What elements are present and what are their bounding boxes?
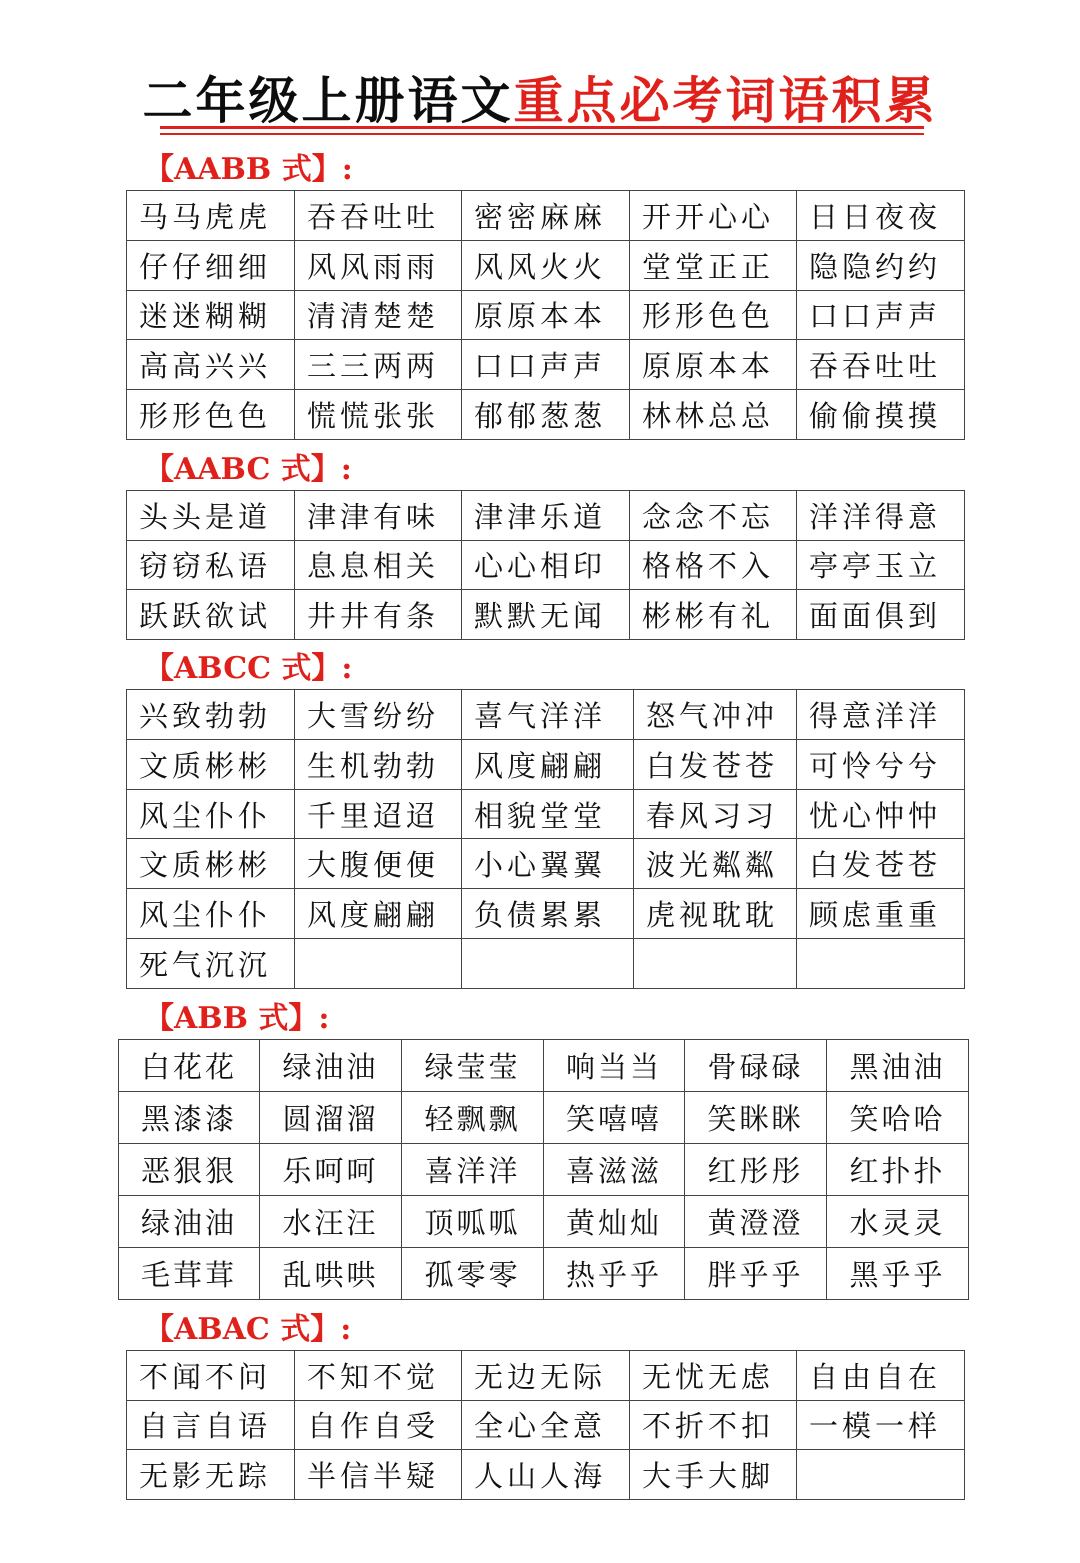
table-row (127, 1450, 965, 1500)
word-cell: 吞吞吐吐 (295, 191, 462, 241)
word-cell: 水灵灵 (827, 1196, 969, 1248)
title-part-red: 重点必考词语积累 (513, 71, 938, 130)
word-cell: 慌慌张张 (295, 390, 462, 440)
word-cell: 面面俱到 (797, 590, 965, 640)
word-cell: 念念不忘 (630, 491, 797, 541)
word-cell: 千里迢迢 (295, 789, 462, 839)
word-cell: 偷偷摸摸 (797, 390, 965, 440)
word-cell: 息息相关 (295, 540, 462, 590)
word-cell: 一模一样 (797, 1400, 965, 1450)
section-heading-aabb: 【AABB 式】: (144, 152, 353, 187)
word-cell: 文质彬彬 (127, 839, 295, 889)
table-row (119, 1092, 969, 1144)
word-cell: 无影无踪 (127, 1450, 295, 1500)
word-cell: 毛茸茸 (119, 1248, 260, 1300)
word-cell: 怒气冲冲 (634, 690, 797, 740)
section-heading-aabc: 【AABC 式】: (144, 452, 352, 487)
table-row (127, 1351, 965, 1401)
table-row (119, 1248, 969, 1300)
table-row (127, 240, 965, 290)
word-cell: 马马虎虎 (127, 191, 295, 241)
word-cell: 喜气洋洋 (462, 690, 634, 740)
word-cell: 头头是道 (127, 491, 295, 541)
table-row (119, 1040, 969, 1092)
word-cell: 大雪纷纷 (295, 690, 462, 740)
word-cell: 不闻不问 (127, 1351, 295, 1401)
word-cell: 开开心心 (630, 191, 797, 241)
word-cell: 轻飘飘 (402, 1092, 544, 1144)
word-cell (797, 939, 965, 989)
word-cell: 孤零零 (402, 1248, 544, 1300)
word-cell: 不折不扣 (630, 1400, 797, 1450)
page-title (0, 68, 1080, 134)
table-row (127, 690, 965, 740)
word-cell: 风度翩翩 (462, 739, 634, 789)
word-cell: 津津乐道 (462, 491, 630, 541)
word-cell: 密密麻麻 (462, 191, 630, 241)
table-row (127, 939, 965, 989)
word-cell (634, 939, 797, 989)
word-cell: 郁郁葱葱 (462, 390, 630, 440)
word-cell: 自由自在 (797, 1351, 965, 1401)
word-cell: 负债累累 (462, 889, 634, 939)
word-cell: 黑油油 (827, 1040, 969, 1092)
word-cell: 心心相印 (462, 540, 630, 590)
word-cell: 无边无际 (462, 1351, 630, 1401)
word-cell: 绿莹莹 (402, 1040, 544, 1092)
table-row (127, 789, 965, 839)
word-cell: 大手大脚 (630, 1450, 797, 1500)
word-cell: 黑漆漆 (119, 1092, 260, 1144)
word-cell: 可怜兮兮 (797, 739, 965, 789)
word-cell: 忧心忡忡 (797, 789, 965, 839)
word-cell: 黑乎乎 (827, 1248, 969, 1300)
word-cell: 虎视耽耽 (634, 889, 797, 939)
table-row (127, 540, 965, 590)
word-cell: 恶狠狠 (119, 1144, 260, 1196)
table-row (127, 390, 965, 440)
word-cell: 彬彬有礼 (630, 590, 797, 640)
table-row (127, 590, 965, 640)
word-cell: 春风习习 (634, 789, 797, 839)
word-cell: 原原本本 (630, 340, 797, 390)
word-cell: 隐隐约约 (797, 240, 965, 290)
word-table-aabc (126, 490, 965, 640)
word-cell: 骨碌碌 (685, 1040, 827, 1092)
word-cell: 窃窃私语 (127, 540, 295, 590)
word-cell: 风风火火 (462, 240, 630, 290)
table-row (127, 191, 965, 241)
word-cell: 白花花 (119, 1040, 260, 1092)
word-cell: 形形色色 (630, 290, 797, 340)
word-cell: 圆溜溜 (260, 1092, 402, 1144)
word-cell: 仔仔细细 (127, 240, 295, 290)
word-cell: 相貌堂堂 (462, 789, 634, 839)
word-cell: 半信半疑 (295, 1450, 462, 1500)
word-cell: 林林总总 (630, 390, 797, 440)
word-cell (797, 1450, 965, 1500)
word-cell: 乱哄哄 (260, 1248, 402, 1300)
word-cell: 文质彬彬 (127, 739, 295, 789)
table-row (127, 290, 965, 340)
word-cell: 响当当 (544, 1040, 685, 1092)
section-heading-abcc: 【ABCC 式】: (144, 651, 353, 686)
word-cell: 波光粼粼 (634, 839, 797, 889)
table-row (119, 1144, 969, 1196)
table-row (119, 1196, 969, 1248)
word-cell: 日日夜夜 (797, 191, 965, 241)
title-part-black: 二年级上册语文 (142, 71, 514, 130)
word-cell (462, 939, 634, 989)
word-cell: 笑眯眯 (685, 1092, 827, 1144)
word-cell: 笑嘻嘻 (544, 1092, 685, 1144)
section-heading-abb: 【ABB 式】: (144, 1001, 330, 1036)
word-cell: 人山人海 (462, 1450, 630, 1500)
word-cell: 口口声声 (797, 290, 965, 340)
word-cell: 堂堂正正 (630, 240, 797, 290)
word-cell: 热乎乎 (544, 1248, 685, 1300)
word-cell: 津津有味 (295, 491, 462, 541)
word-cell: 喜洋洋 (402, 1144, 544, 1196)
word-table-abac (126, 1350, 965, 1500)
word-cell: 胖乎乎 (685, 1248, 827, 1300)
word-cell: 黄灿灿 (544, 1196, 685, 1248)
word-cell: 兴致勃勃 (127, 690, 295, 740)
table-row (127, 739, 965, 789)
table-row (127, 839, 965, 889)
title-underline (160, 126, 924, 135)
word-cell: 不知不觉 (295, 1351, 462, 1401)
word-cell: 自言自语 (127, 1400, 295, 1450)
table-row (127, 491, 965, 541)
word-cell: 跃跃欲试 (127, 590, 295, 640)
word-table-abb (118, 1039, 969, 1300)
word-cell (295, 939, 462, 989)
word-cell: 水汪汪 (260, 1196, 402, 1248)
word-cell: 高高兴兴 (127, 340, 295, 390)
word-cell: 风度翩翩 (295, 889, 462, 939)
word-cell: 得意洋洋 (797, 690, 965, 740)
word-cell: 风尘仆仆 (127, 789, 295, 839)
word-cell: 红扑扑 (827, 1144, 969, 1196)
word-cell: 洋洋得意 (797, 491, 965, 541)
word-cell: 风风雨雨 (295, 240, 462, 290)
word-cell: 迷迷糊糊 (127, 290, 295, 340)
table-row (127, 1400, 965, 1450)
word-table-aabb (126, 190, 965, 440)
section-heading-abac: 【ABAC 式】: (144, 1312, 352, 1347)
word-cell: 原原本本 (462, 290, 630, 340)
word-table-abcc (126, 689, 965, 989)
word-cell: 绿油油 (260, 1040, 402, 1092)
table-row (127, 889, 965, 939)
word-cell: 白发苍苍 (634, 739, 797, 789)
word-cell: 生机勃勃 (295, 739, 462, 789)
word-cell: 默默无闻 (462, 590, 630, 640)
word-cell: 亭亭玉立 (797, 540, 965, 590)
word-cell: 顾虑重重 (797, 889, 965, 939)
word-cell: 小心翼翼 (462, 839, 634, 889)
word-cell: 无忧无虑 (630, 1351, 797, 1401)
word-cell: 吞吞吐吐 (797, 340, 965, 390)
word-cell: 清清楚楚 (295, 290, 462, 340)
word-cell: 风尘仆仆 (127, 889, 295, 939)
word-cell: 格格不入 (630, 540, 797, 590)
word-cell: 喜滋滋 (544, 1144, 685, 1196)
word-cell: 顶呱呱 (402, 1196, 544, 1248)
word-cell: 乐呵呵 (260, 1144, 402, 1196)
word-cell: 井井有条 (295, 590, 462, 640)
word-cell: 口口声声 (462, 340, 630, 390)
word-cell: 三三两两 (295, 340, 462, 390)
word-cell: 死气沉沉 (127, 939, 295, 989)
word-cell: 笑哈哈 (827, 1092, 969, 1144)
word-cell: 绿油油 (119, 1196, 260, 1248)
word-cell: 大腹便便 (295, 839, 462, 889)
word-cell: 自作自受 (295, 1400, 462, 1450)
word-cell: 形形色色 (127, 390, 295, 440)
word-cell: 红彤彤 (685, 1144, 827, 1196)
table-row (127, 340, 965, 390)
word-cell: 白发苍苍 (797, 839, 965, 889)
word-cell: 全心全意 (462, 1400, 630, 1450)
word-cell: 黄澄澄 (685, 1196, 827, 1248)
